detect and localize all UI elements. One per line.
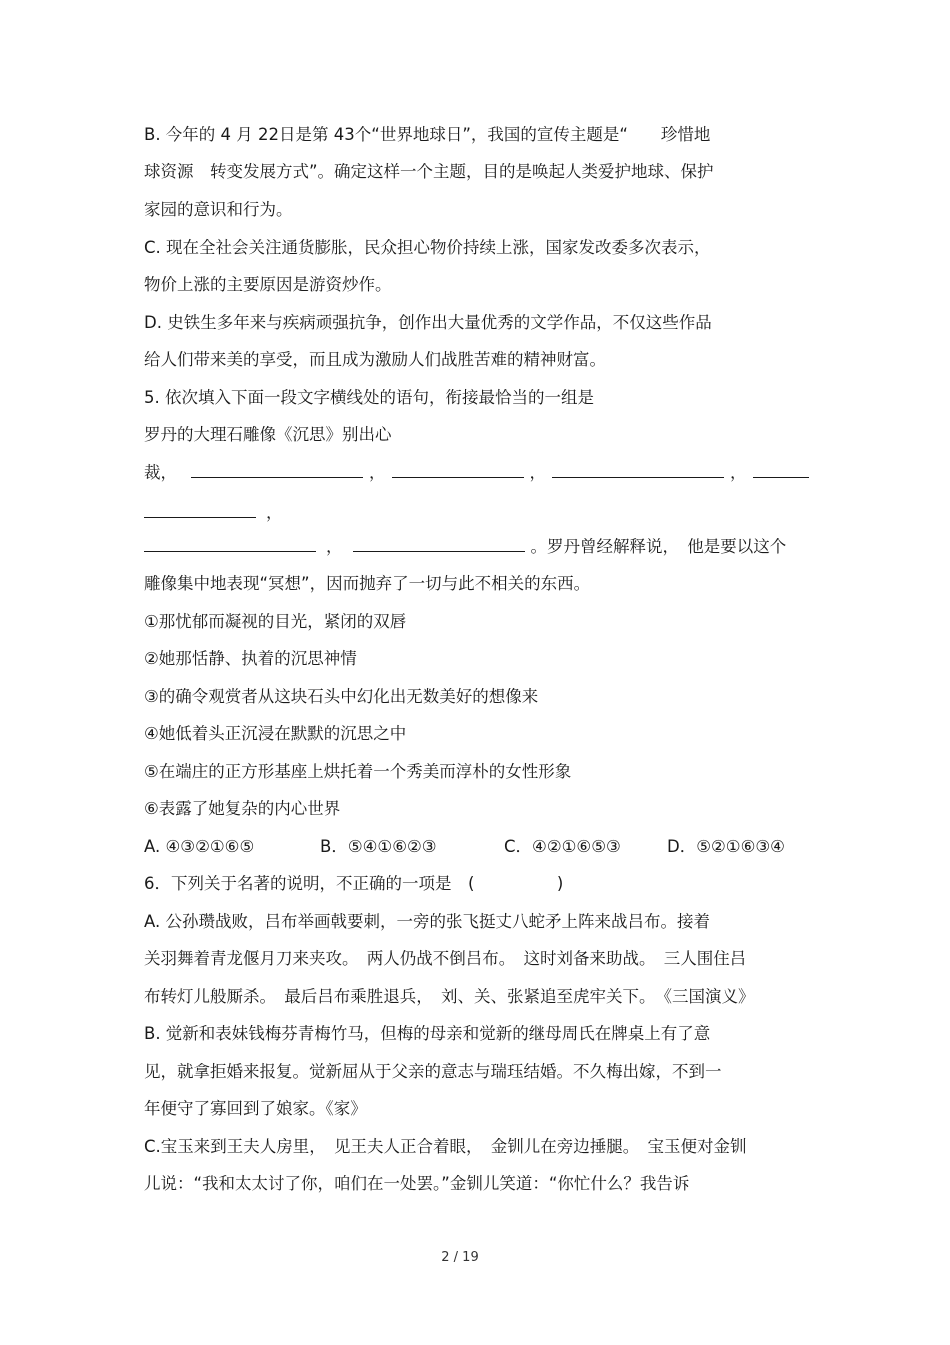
- q5-passage-line4: [144, 536, 786, 558]
- q5-option-b[interactable]: B．⑤④①⑥②③: [320, 837, 437, 856]
- q5-item-5: ⑤在端庄的正方形基座上烘托着一个秀美而淳朴的女性形象: [144, 762, 572, 781]
- comma: ，: [369, 463, 386, 482]
- fill-blank-3[interactable]: [552, 462, 724, 478]
- q4-option-d-line1: D. 史铁生多年来与疾病顽强抗争，创作出大量优秀的文学作品，不仅这些作品: [144, 313, 712, 332]
- q6-stem: 6．下列关于名著的说明，不正确的一项是 ( ): [144, 874, 564, 893]
- q5-passage-line2: [144, 462, 809, 484]
- q5-option-c[interactable]: C．④②①⑥⑤③: [504, 837, 621, 856]
- comma: ，: [326, 537, 343, 556]
- q6-option-b-line3: 年便守了寡回到了娘家。《家》: [144, 1099, 367, 1118]
- q4-option-b-line1: B. 今年的 4 月 22日是第 43个“世界地球日”，我国的宣传主题是“ 珍惜地: [144, 125, 711, 144]
- q6-option-b-line2: 见，就拿拒婚来报复。觉新屈从于父亲的意志与瑞珏结婚。不久梅出嫁，不到一: [144, 1062, 722, 1081]
- q5-stem: 5. 依次填入下面一段文字横线处的语句，衔接最恰当的一组是: [144, 388, 594, 407]
- q6-option-b-line1: B. 觉新和表妹钱梅芬青梅竹马，但梅的母亲和觉新的继母周氏在牌桌上有了意: [144, 1024, 711, 1043]
- q5-passage-line5: 雕像集中地表现“冥想”，因而抛弃了一切与此不相关的东西。: [144, 574, 591, 593]
- q6-option-c-line2: 儿说：“我和太太讨了你，咱们在一处罢。”金钏儿笑道：“你忙什么？我告诉: [144, 1174, 690, 1193]
- q4-option-c-line2: 物价上涨的主要原因是游资炒作。: [144, 275, 392, 294]
- page-number: 2 / 19: [441, 1250, 479, 1265]
- q5-item-3: ③的确令观赏者从这块石头中幻化出无数美好的想像来: [144, 687, 539, 706]
- q5-item-4: ④她低着头正沉浸在默默的沉思之中: [144, 724, 407, 743]
- q4-option-d-line2: 给人们带来美的享受，而且成为激励人们战胜苦难的精神财富。: [144, 350, 606, 369]
- q4-option-c-line1: C. 现在全社会关注通货膨胀，民众担心物价持续上涨，国家发改委多次表示，: [144, 238, 711, 257]
- q5-item-1: ①那忧郁而凝视的目光，紧闭的双唇: [144, 612, 407, 631]
- fill-blank-1[interactable]: [191, 462, 363, 478]
- fill-blank-2[interactable]: [392, 462, 524, 478]
- q6-option-a-line1: A. 公孙瓒战败，吕布举画戟要刺，一旁的张飞挺丈八蛇矛上阵来战吕布。接着: [144, 912, 710, 931]
- q5-passage-text: 。罗丹曾经解释说， 他是要以这个: [530, 537, 787, 556]
- comma: ，: [529, 463, 546, 482]
- fill-blank-5[interactable]: [144, 536, 316, 552]
- q5-option-a[interactable]: A. ④③②①⑥⑤: [144, 837, 255, 856]
- fill-blank-4[interactable]: [753, 462, 809, 478]
- q5-item-6: ⑥表露了她复杂的内心世界: [144, 799, 341, 818]
- q5-passage-line3: [144, 502, 283, 524]
- fill-blank-6[interactable]: [353, 536, 525, 552]
- q6-option-a-line2: 关羽舞着青龙偃月刀来夹攻。 两人仍战不倒吕布。 这时刘备来助战。 三人围住吕: [144, 949, 747, 968]
- q5-item-2: ②她那恬静、执着的沉思神情: [144, 649, 357, 668]
- q4-option-b-line3: 家园的意识和行为。: [144, 200, 293, 219]
- q6-option-a-line3: 布转灯儿般厮杀。 最后吕布乘胜退兵， 刘、关、张紧追至虎牢关下。 《三国演义》: [144, 987, 755, 1006]
- q5-passage-line1: 罗丹的大理石雕像《沉思》别出心: [144, 425, 392, 444]
- comma: ，: [730, 463, 747, 482]
- q6-option-c-line1: C.宝玉来到王夫人房里， 见王夫人正合着眼， 金钏儿在旁边捶腿。 宝玉便对金钏: [144, 1137, 747, 1156]
- comma: ，: [266, 503, 283, 522]
- q4-option-b-line2: 球资源 转变发展方式”。确定这样一个主题，目的是唤起人类爱护地球、保护: [144, 162, 714, 181]
- fill-blank-4-cont[interactable]: [144, 502, 256, 518]
- q5-passage-text: 裁，: [144, 463, 177, 482]
- q5-option-d[interactable]: D．⑤②①⑥③④: [667, 837, 785, 856]
